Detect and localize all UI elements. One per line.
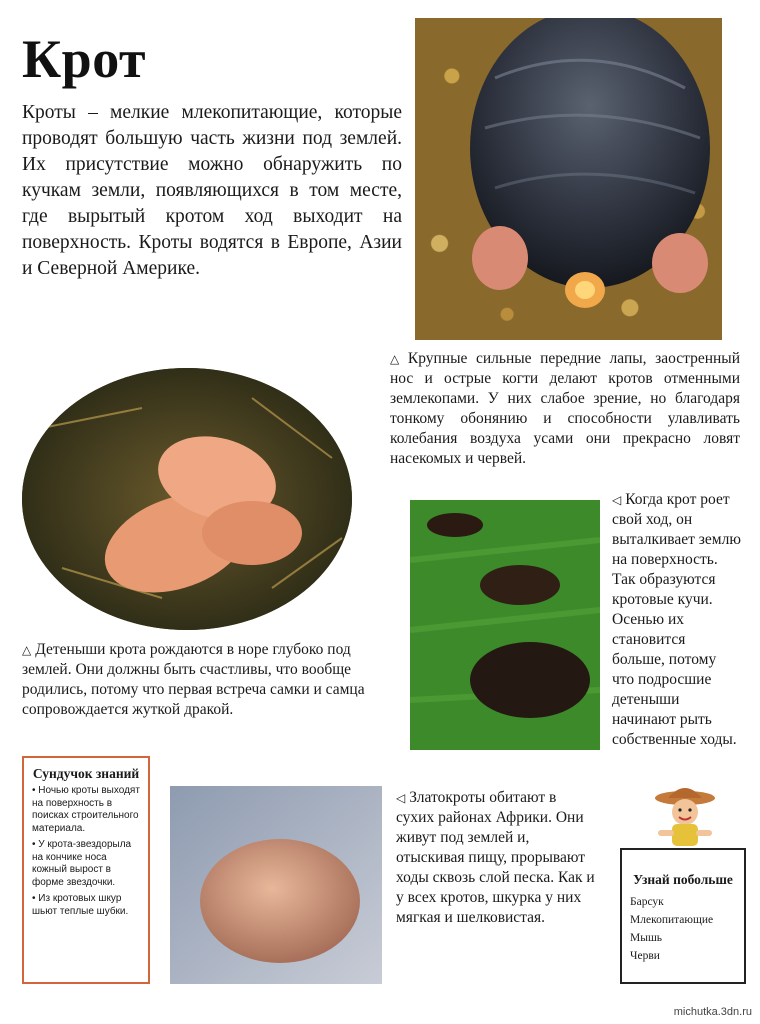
list-item: • Ночью кроты выходят на поверхность в поисках строительного материала. — [32, 785, 142, 835]
caption-golden-mole: ◁ Златокроты обитают в сухих районах Африки. Они живут под землей и, отыскивая пищу, прорывают ходы сквозь слой песка. Как и у всех кротов, шкурка у них мягкая и шелковистая. — [396, 789, 595, 926]
caption-molehills: ◁ Когда крот роет свой ход, он выталкивает землю на поверхность. Так образуются кротовые кучи. Осенью их становится больше, потому что подросшие детеныши начинают рыть собственные ходы. — [612, 491, 741, 748]
triangle-up-icon: △ — [390, 352, 404, 366]
learn-more-link-badger[interactable]: Барсук — [630, 896, 664, 908]
list-item: • Из кротовых шкур шьют теплые шубки. — [32, 893, 142, 918]
triangle-up-icon: △ — [22, 643, 32, 657]
molehills-photo — [410, 500, 600, 750]
golden-mole-photo — [170, 786, 382, 984]
learn-more-link-worms[interactable]: Черви — [630, 950, 660, 962]
explorer-boy-icon — [650, 784, 720, 856]
triangle-left-icon: ◁ — [612, 493, 622, 507]
watermark: michutka.3dn.ru — [673, 1006, 752, 1018]
learn-more-link-mammals[interactable]: Млекопитающие — [630, 914, 714, 926]
list-item: • У крота-звездорыла на кончике носа кожный вырост в форме звездочки. — [32, 839, 142, 889]
intro-text: Кроты – мелкие млекопитающие, которые проводят большую часть жизни под землей. Их присутствие можно обнаружить по кучкам земли, появляющихся в том месте, где вырытый кротом ход выходит на поверхность. Кроты водятся в Европе, Азии и Северной Америке. — [22, 102, 402, 279]
golden-mole-illustration — [170, 786, 382, 984]
learn-more-box — [620, 848, 746, 984]
caption-babies: △ Детеныши крота рождаются в норе глубоко под землей. Они должны быть счастливы, что вообще родились, потому что первая встреча самки и самца сопровождается жуткой дракой. — [22, 641, 365, 718]
learn-more-list — [622, 893, 744, 965]
molehills-illustration — [410, 500, 600, 750]
caption-mole-head: △ Крупные сильные передние лапы, заостренный нос и острые когти делают кротов отменными землекопами. У них слабое зрение, но благодаря тонкому обонянию и способности улавливать колебания воздуха усами они прекрасно ловят насекомых и червей. — [390, 350, 740, 467]
learn-more-link-mouse[interactable]: Мышь — [630, 932, 663, 944]
page-title: Крот — [22, 29, 147, 89]
mole-illustration — [415, 18, 722, 340]
triangle-left-icon: ◁ — [396, 791, 406, 805]
babies-illustration — [22, 368, 352, 630]
knowledge-list — [24, 785, 148, 918]
learn-more-title: Узнай побольше — [633, 872, 733, 887]
knowledge-box-title: Сундучок знаний — [32, 766, 140, 781]
mole-head-photo — [415, 18, 722, 340]
mole-babies-photo — [22, 368, 352, 630]
knowledge-box — [22, 756, 150, 984]
